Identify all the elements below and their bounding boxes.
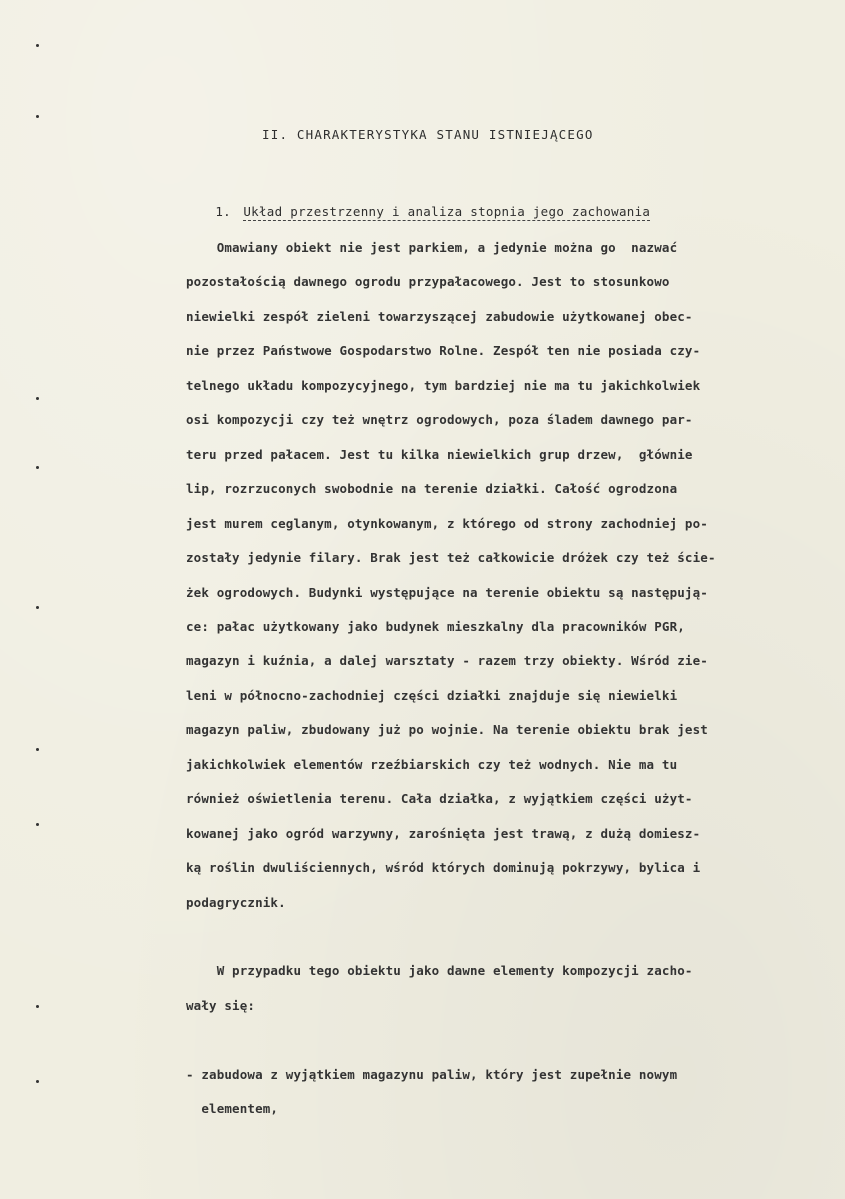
page-title: II. CHARAKTERYSTYKA STANU ISTNIEJĄCEGO xyxy=(262,127,594,142)
text-line: nie przez Państwowe Gospodarstwo Rolne. Zespół ten nie posiada czy- xyxy=(186,343,701,359)
text-line: - zabudowa z wyjątkiem magazynu paliw, który jest zupełnie nowym xyxy=(186,1066,678,1082)
edge-mark xyxy=(36,823,39,826)
edge-mark xyxy=(36,466,39,469)
text-line: zostały jedynie filary. Brak jest też całkowicie dróżek czy też ście- xyxy=(186,550,716,566)
text-line: magazyn i kuźnia, a dalej warsztaty - razem trzy obiekty. Wśród zie- xyxy=(186,653,708,669)
text-line: telnego układu kompozycyjnego, tym bardziej nie ma tu jakichkolwiek xyxy=(186,377,701,393)
text-line: kowanej jako ogród warzywny, zarośnięta jest trawą, z dużą domiesz- xyxy=(186,825,701,841)
edge-mark xyxy=(36,748,39,751)
text-line: lip, rozrzuconych swobodnie na terenie działki. Całość ogrodzona xyxy=(186,481,678,497)
edge-mark xyxy=(36,44,39,47)
text-line: Omawiany obiekt nie jest parkiem, a jedynie można go nazwać xyxy=(186,240,678,255)
text-line: również oświetlenia terenu. Cała działka, z wyjątkiem części użyt- xyxy=(186,791,693,807)
text-line: W przypadku tego obiektu jako dawne elementy kompozycji zacho- xyxy=(186,963,693,979)
text-line: podagrycznik. xyxy=(186,894,286,910)
edge-mark xyxy=(36,1080,39,1083)
text-line: magazyn paliw, zbudowany już po wojnie. Na terenie obiektu brak jest xyxy=(186,722,708,738)
edge-mark xyxy=(36,115,39,118)
text-line: elementem, xyxy=(186,1101,279,1117)
text-line: jakichkolwiek elementów rzeźbiarskich czy też wodnych. Nie ma tu xyxy=(186,756,678,772)
text-line: żek ogrodowych. Budynki występujące na terenie obiektu są następują- xyxy=(186,584,708,600)
text-line: ce: pałac użytkowany jako budynek mieszkalny dla pracowników PGR, xyxy=(186,618,685,634)
edge-mark xyxy=(36,397,39,400)
text-line: niewielki zespół zieleni towarzyszącej zabudowie użytkowanej obec- xyxy=(186,308,693,324)
edge-mark xyxy=(36,1005,39,1008)
text-line: leni w północno-zachodniej części działki znajduje się niewielki xyxy=(186,687,678,703)
text-line: jest murem ceglanym, otynkowanym, z którego od strony zachodniej po- xyxy=(186,515,708,531)
section-title: Układ przestrzenny i analiza stopnia jego zachowania xyxy=(243,204,651,219)
section-heading xyxy=(184,189,650,234)
text-line: ką roślin dwuliściennych, wśród których dominują pokrzywy, bylica i xyxy=(186,860,701,876)
edge-mark xyxy=(36,606,39,609)
text-line: osi kompozycji czy też wnętrz ogrodowych, poza śladem dawnego par- xyxy=(186,412,693,428)
text-line: wały się: xyxy=(186,997,256,1013)
section-number: 1. xyxy=(215,204,231,219)
text-line: pozostałością dawnego ogrodu przypałacowego. Jest to stosunkowo xyxy=(186,274,670,290)
text-line: teru przed pałacem. Jest tu kilka niewielkich grup drzew, głównie xyxy=(186,446,693,462)
